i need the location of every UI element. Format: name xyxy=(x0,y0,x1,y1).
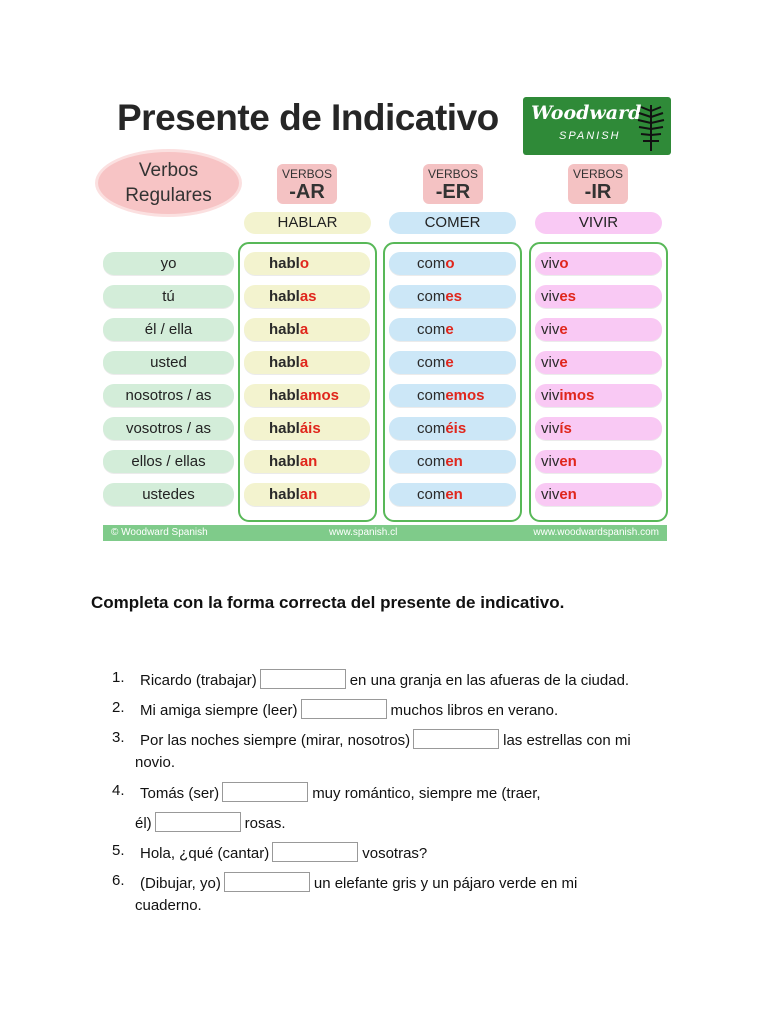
vivir-form-cell xyxy=(535,417,662,440)
pronoun-cell xyxy=(103,450,234,473)
verb-ending: a xyxy=(299,354,309,371)
answer-blank[interactable] xyxy=(155,812,241,832)
verb-ending: es xyxy=(559,288,577,305)
verb-stem: com xyxy=(417,288,446,305)
item-text-before: Tomás (ser) xyxy=(140,785,220,802)
item-text-after: muy romántico, siempre me (traer, xyxy=(312,785,541,802)
answer-blank[interactable] xyxy=(260,669,346,689)
item-number: 4. xyxy=(112,782,125,799)
hablar-form-cell xyxy=(244,318,370,341)
logo-brand: Woodward xyxy=(531,102,642,124)
verb-ending: imos xyxy=(559,387,595,404)
pronoun-cell xyxy=(103,252,234,275)
pronoun-cell xyxy=(103,285,234,308)
vivir-form-cell xyxy=(535,483,662,506)
verb-header-vivir: VIVIR xyxy=(535,212,662,234)
answer-blank[interactable] xyxy=(222,782,308,802)
item-continuation xyxy=(135,812,286,833)
exercise-item-4 xyxy=(140,782,541,803)
pronoun-label: tú xyxy=(162,288,175,305)
pronoun-label: ellos / ellas xyxy=(131,453,206,470)
verb-stem: habl xyxy=(269,255,300,272)
footer-copyright: © Woodward Spanish xyxy=(111,527,208,538)
verb-stem: com xyxy=(417,420,446,437)
poster-footer xyxy=(103,525,667,541)
ar-tag-label: VERBOS xyxy=(281,167,332,181)
item-number: 3. xyxy=(112,729,125,746)
verb-ending: e xyxy=(559,321,568,338)
item-number: 1. xyxy=(112,669,125,686)
er-column-frame xyxy=(383,242,522,522)
verb-stem: habl xyxy=(269,486,300,503)
verb-stem: com xyxy=(417,354,446,371)
verb-stem: habl xyxy=(269,387,300,404)
exercise-item-5 xyxy=(140,842,427,863)
verb-ending: a xyxy=(299,321,309,338)
ar-column-frame xyxy=(238,242,377,522)
hablar-form-cell xyxy=(244,252,370,275)
pronoun-label: vosotros / as xyxy=(125,420,212,437)
hablar-form-cell xyxy=(244,285,370,308)
item-text-before: Por las noches siempre (mirar, nosotros) xyxy=(140,732,411,749)
verb-stem: com xyxy=(417,453,446,470)
comer-form-cell xyxy=(389,351,516,374)
badge-line1: Verbos xyxy=(138,160,199,181)
verb-ending: as xyxy=(299,288,317,305)
verb-stem: viv xyxy=(541,321,560,338)
verb-stem: viv xyxy=(541,453,560,470)
pronoun-cell xyxy=(103,417,234,440)
verb-ending: an xyxy=(299,453,318,470)
vivir-form-cell xyxy=(535,318,662,341)
pronoun-cell xyxy=(103,351,234,374)
poster-title: Presente de Indicativo xyxy=(117,97,499,138)
comer-form-cell xyxy=(389,483,516,506)
conjugation-poster xyxy=(95,85,675,545)
item-continuation: cuaderno. xyxy=(135,897,202,914)
hablar-form-cell xyxy=(244,351,370,374)
ar-tag xyxy=(277,164,337,204)
verb-stem: habl xyxy=(269,420,300,437)
pronoun-cell xyxy=(103,384,234,407)
vivir-form-cell xyxy=(535,285,662,308)
verb-stem: habl xyxy=(269,354,300,371)
verb-stem: viv xyxy=(541,288,560,305)
item-text-after: muchos libros en verano. xyxy=(390,702,559,719)
logo-sub: SPANISH xyxy=(559,130,621,142)
item-text-after: un elefante gris y un pájaro verde en mi xyxy=(313,875,578,892)
er-tag-ending: -ER xyxy=(435,181,471,203)
verb-ending: e xyxy=(445,321,454,338)
answer-blank[interactable] xyxy=(413,729,499,749)
pronoun-cell xyxy=(103,483,234,506)
ir-tag xyxy=(568,164,628,204)
verb-stem: viv xyxy=(541,354,560,371)
item-text-before: él) xyxy=(135,815,152,832)
regular-verbs-badge xyxy=(98,152,239,214)
verb-ending: en xyxy=(445,486,463,503)
comer-form-cell xyxy=(389,252,516,275)
verb-ending: en xyxy=(559,486,577,503)
vivir-form-cell xyxy=(535,351,662,374)
answer-blank[interactable] xyxy=(301,699,387,719)
pronoun-cell xyxy=(103,318,234,341)
er-tag-label: VERBOS xyxy=(427,167,478,181)
ir-column-frame xyxy=(529,242,668,522)
vivir-form-cell xyxy=(535,384,662,407)
item-number: 2. xyxy=(112,699,125,716)
verb-stem: com xyxy=(417,255,446,272)
vivir-form-cell xyxy=(535,450,662,473)
item-number: 6. xyxy=(112,872,125,889)
verb-ending: en xyxy=(559,453,577,470)
hablar-form-cell xyxy=(244,384,370,407)
verb-stem: com xyxy=(417,387,446,404)
verb-ending: o xyxy=(445,255,455,272)
verb-stem: viv xyxy=(541,387,560,404)
item-text-after: las estrellas con mi xyxy=(503,732,631,749)
verb-ending: es xyxy=(445,288,463,305)
pronoun-label: yo xyxy=(160,255,177,272)
exercise-item-6 xyxy=(140,872,577,893)
verb-ending: ís xyxy=(559,420,572,437)
verb-ending: e xyxy=(559,354,568,371)
item-text-before: Mi amiga siempre (leer) xyxy=(140,702,298,719)
ar-tag-ending: -AR xyxy=(289,181,325,203)
item-text-before: Ricardo (trabajar) xyxy=(140,672,257,689)
pronoun-label: ustedes xyxy=(142,486,195,503)
exercise-item-2 xyxy=(140,699,558,720)
verb-ending: o xyxy=(559,255,569,272)
verb-ending: en xyxy=(445,453,463,470)
answer-blank[interactable] xyxy=(272,842,358,862)
pronoun-label: usted xyxy=(150,354,187,371)
verb-stem: viv xyxy=(541,255,560,272)
verb-ending: amos xyxy=(299,387,340,404)
item-text-after: en una granja en las afueras de la ciudad. xyxy=(349,672,630,689)
comer-form-cell xyxy=(389,318,516,341)
vivir-form-cell xyxy=(535,252,662,275)
verb-ending: an xyxy=(299,486,318,503)
comer-form-cell xyxy=(389,417,516,440)
fern-icon xyxy=(633,101,669,153)
exercise-item-1 xyxy=(140,669,629,690)
comer-form-cell xyxy=(389,384,516,407)
woodward-logo xyxy=(523,97,671,155)
pronoun-label: nosotros / as xyxy=(125,387,212,404)
verb-stem: habl xyxy=(269,321,300,338)
pronoun-label: él / ella xyxy=(144,321,193,338)
er-tag xyxy=(423,164,483,204)
exercise-instruction: Completa con la forma correcta del presente de indicativo. xyxy=(91,593,565,612)
item-text-before: Hola, ¿qué (cantar) xyxy=(140,845,270,862)
verb-header-comer: COMER xyxy=(389,212,516,234)
verb-ending: emos xyxy=(445,387,485,404)
hablar-form-cell xyxy=(244,483,370,506)
hablar-form-cell xyxy=(244,417,370,440)
answer-blank[interactable] xyxy=(224,872,310,892)
item-number: 5. xyxy=(112,842,125,859)
verb-stem: viv xyxy=(541,486,560,503)
verb-header-hablar: HABLAR xyxy=(244,212,371,234)
item-text-after: rosas. xyxy=(244,815,286,832)
item-text-after: vosotras? xyxy=(362,845,428,862)
badge-line2: Regulares xyxy=(125,185,212,206)
footer-url-center: www.spanish.cl xyxy=(329,527,398,538)
verb-ending: o xyxy=(299,255,310,272)
ir-tag-ending: -IR xyxy=(584,181,612,203)
comer-form-cell xyxy=(389,285,516,308)
verb-stem: habl xyxy=(269,288,300,305)
verb-stem: com xyxy=(417,486,446,503)
item-text-before: (Dibujar, yo) xyxy=(140,875,221,892)
exercise-item-3 xyxy=(140,729,631,750)
verb-ending: áis xyxy=(299,420,321,437)
verb-stem: com xyxy=(417,321,446,338)
item-continuation: novio. xyxy=(135,754,176,771)
ir-tag-label: VERBOS xyxy=(572,167,623,181)
footer-url-right: www.woodwardspanish.com xyxy=(533,527,659,538)
verb-stem: habl xyxy=(269,453,300,470)
verb-ending: e xyxy=(445,354,454,371)
verb-ending: éis xyxy=(445,420,467,437)
verb-stem: viv xyxy=(541,420,560,437)
comer-form-cell xyxy=(389,450,516,473)
hablar-form-cell xyxy=(244,450,370,473)
